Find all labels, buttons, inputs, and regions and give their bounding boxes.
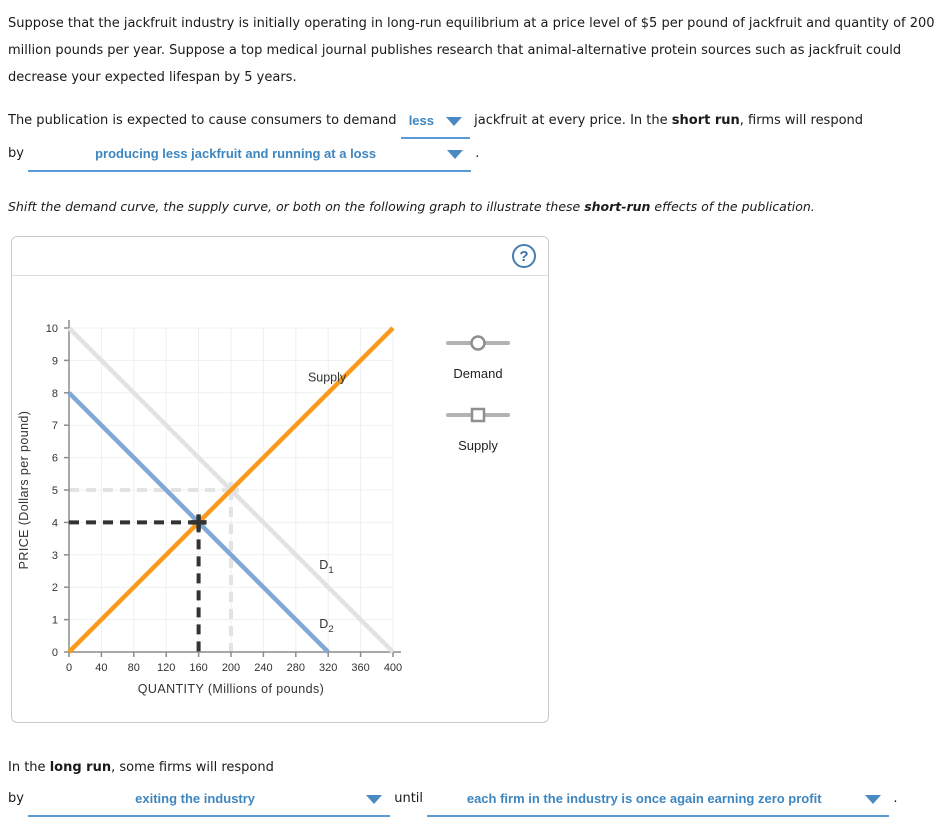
svg-text:QUANTITY (Millions of pounds): QUANTITY (Millions of pounds): [137, 682, 325, 696]
svg-text:5: 5: [51, 485, 58, 497]
svg-text:160: 160: [189, 662, 208, 674]
demand-curve-tool[interactable]: [428, 332, 528, 381]
period-text: .: [475, 146, 480, 161]
help-icon[interactable]: ?: [512, 244, 536, 268]
supply-tool-label: Supply: [458, 438, 498, 453]
long-run-tail-text: , some firms will respond: [111, 760, 274, 775]
svg-text:80: 80: [127, 662, 140, 674]
svg-text:8: 8: [51, 387, 58, 400]
curve-palette: [428, 276, 528, 716]
long-run-lead-text: In the: [8, 760, 46, 775]
svg-text:4: 4: [51, 517, 58, 530]
svg-text:240: 240: [254, 662, 273, 674]
svg-text:120: 120: [157, 662, 176, 674]
until-text: until: [394, 791, 424, 806]
short-run-mid-text: jackfruit at every price. In the: [474, 113, 668, 128]
short-run-question: [8, 105, 936, 171]
graph-panel: [11, 236, 549, 723]
dropdown-arrow-icon: [447, 150, 463, 159]
long-run-condition-dropdown[interactable]: [427, 784, 889, 817]
demand-direction-value: less: [408, 113, 434, 128]
demand-direction-dropdown[interactable]: [401, 106, 470, 139]
dropdown-arrow-icon: [865, 795, 881, 804]
svg-text:200: 200: [221, 662, 241, 674]
svg-text:320: 320: [319, 662, 338, 674]
long-run-bold-text: long run: [49, 760, 112, 775]
svg-text:0: 0: [65, 662, 73, 674]
graph-panel-body: [12, 276, 548, 716]
svg-text:280: 280: [286, 662, 305, 674]
supply-curve-tool[interactable]: [428, 404, 528, 453]
instruction-text: effects of the publication.: [654, 199, 815, 214]
long-run-question: [8, 753, 936, 816]
demand-tool-label: Demand: [453, 366, 503, 381]
long-run-response-dropdown[interactable]: [28, 784, 390, 817]
svg-text:6: 6: [51, 452, 58, 465]
svg-text:0: 0: [51, 647, 58, 659]
svg-text:9: 9: [51, 355, 58, 368]
svg-text:D2: $D_2$: [319, 617, 334, 636]
graph-panel-header: [12, 237, 548, 276]
short-run-lead-text: The publication is expected to cause consumers to demand: [8, 113, 397, 128]
svg-text:400: 400: [383, 662, 403, 674]
instruction-bold-text: short-run: [584, 199, 651, 214]
by-text: by: [8, 791, 24, 806]
long-run-response-value: exiting the industry: [135, 791, 256, 806]
svg-text:3: 3: [51, 549, 58, 562]
short-run-bold-text: short run: [671, 113, 740, 128]
short-run-tail-text: , firms will respond: [739, 113, 864, 128]
firm-response-dropdown[interactable]: [28, 139, 471, 172]
svg-text:40: 40: [95, 662, 108, 674]
demand-drag-handle-icon: [445, 332, 511, 354]
svg-text:2: 2: [51, 582, 58, 595]
intro-line: Suppose that the jackfruit industry is initially operating in long-run equilibrium at a price level of $5 per pound of jackfruit and quantity of 200: [8, 16, 935, 31]
svg-text:1: 1: [51, 614, 58, 627]
intro-line: decrease your expected lifespan by 5 years.: [8, 70, 297, 85]
svg-text:D1: $D_1$: [319, 558, 334, 577]
svg-text:7: 7: [51, 420, 58, 433]
svg-text:PRICE (Dollars per pound): PRICE (Dollars per pound): [17, 410, 31, 570]
period-text: .: [893, 791, 898, 806]
svg-text:10: 10: [45, 323, 58, 335]
dropdown-arrow-icon: [446, 117, 462, 126]
instruction-text: Shift the demand curve, the supply curve, or both on the following graph to illustrate these: [8, 199, 581, 214]
intro-line: million pounds per year. Suppose a top medical journal publishes research that animal-alternative protein sources such as jackfruit could: [8, 43, 902, 58]
firm-response-value: producing less jackfruit and running at a loss: [95, 146, 377, 161]
supply-drag-handle-icon: [445, 404, 511, 426]
supply-demand-chart[interactable]: [12, 276, 410, 716]
by-text: by: [8, 146, 24, 161]
svg-text:Supply: Supply: [307, 370, 347, 385]
intro-paragraph: [8, 10, 936, 91]
long-run-condition-value: each firm in the industry is once again earning zero profit: [466, 791, 822, 806]
svg-text:360: 360: [351, 662, 370, 674]
graph-instruction: [8, 199, 936, 214]
dropdown-arrow-icon: [366, 795, 382, 804]
